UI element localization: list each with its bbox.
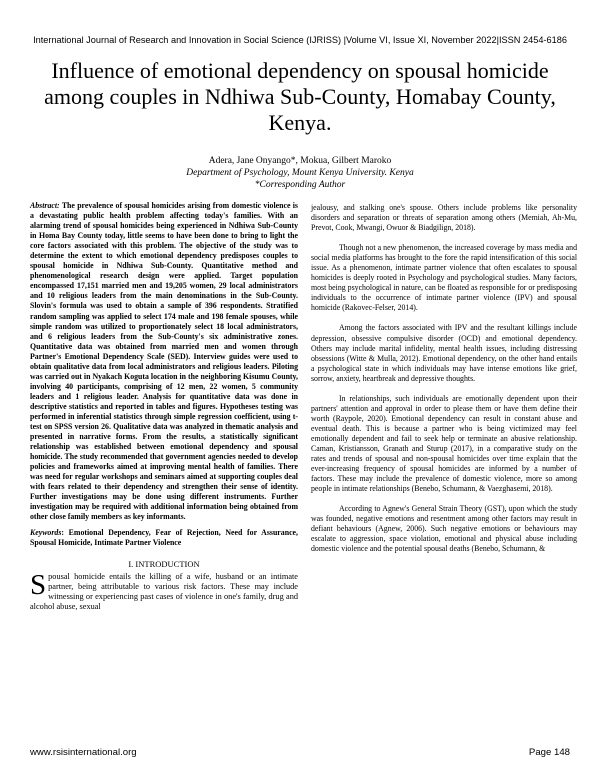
abstract [30,201,298,523]
right-column [311,203,577,564]
author-block [0,155,600,191]
author-affiliation: Department of Psychology, Mount Kenya University. Kenya [186,168,414,178]
paper-title: Influence of emotional dependency on spousal homicide among couples in Ndhiwa Sub-County, Homabay County, Kenya. [44,58,556,135]
author-names: Adera, Jane Onyango*, Mokua, Gilbert Maroko [208,156,392,166]
corresponding-author-note: *Corresponding Author [254,180,346,190]
drop-cap: S [30,568,47,601]
introduction-text: pousal homicide entails the killing of a wife, husband or an intimate partner, being attributable to various risk factors. These may include witnessing or experiencing past cases of violence in one's family, drug and alcohol abuse, sexual [30,571,298,612]
footer-website: www.rsisinternational.org [30,747,137,758]
keywords-label: Keywords [30,527,62,537]
keywords [30,528,298,548]
section-heading-introduction: I. INTRODUCTION [128,558,200,569]
body-paragraph: Though not a new phenomenon, the increased coverage by mass media and social media platforms has brought to the fore the rapid intensification of this social issue. As a phenomenon, intimate partner violence that often escalates to spousal homicides is deeply rooted in Psychology and psychological studies. Many factors, most being psychological in nature, can be floated as responsible for or predisposing individuals to the occurrence of intimate partner violence (IPV) and spousal homicide (Rakovec-Felser, 2014). [311,243,577,313]
abstract-text: The prevalence of spousal homicides arising from domestic violence is a devastating public health problem affecting today's families. With an alarming trend of spousal homicides being experienced in Ndhiwa Sub-County in Homa Bay County today, little seems to have been done to bring to light the core factors associated with this problem. The objective of the study was to determine the extent to which emotional dependency predisposes couples to spousal homicide in Ndhiwa Sub-County. Quantitative method and phenomenological research design were applied. Target population encompassed 17,151 married men and 19,205 women, 29 local administrators and 10 religious leaders from the main denominations in the Sub-County. Slovin's formula was used to obtain a sample of 396 respondents. Stratified random sampling was applied to select 174 male and 198 female spouses, while simple random was utilized to proportionately select 18 local administrators, and 6 religious leaders from the Sub-County's six administrative zones. Quantitative data was obtained from married men and women through Partner's Emotional Dependency Scale (SED). Interview guides were used to obtain qualitative data from local administrators and religious leaders. Piloting was carried out in Nyakach Koguta location in the neighboring Kisumu County, involving 40 participants, comprising of 12 men, 22 women, 5 community leaders and 1 religious leader. Analysis for quantitative data was done in descriptive statistics and reported in tables and figures. Hypotheses testing was performed in inferential statistics through simple regression coefficient, using t-test on SPSS version 26. Qualitative data was analyzed in thematic analysis and presented in narrative forms. From the results, a statistically significant relationship was established between emotional dependency and spousal homicide. The study recommended that government agencies needed to develop policies and frameworks aimed at improving mental health of families. There was need for regular workshops and seminars aimed at supporting couples deal with fears related to their dependency and strengthen their sense of identity. Further investigations may be done using different instruments. Further investigation may be required with additional information being obtained from other close family members as key informants. [30,201,298,522]
footer-page-number: Page 148 [528,747,570,758]
body-paragraph: In relationships, such individuals are emotionally dependent upon their partners' attention and approval in order to please them or have them define their worth (Raypole, 2020). Emotional dependency can result in constant abuse and eventual death. This is because a partner who is being victimized may feel emotionally dependent and fail to seek help or terminate an abusive relationship. Caman, Kristiansson, Granath and Sturup (2017), in a comparative study on the rates and trends of spousal and non-spousal homicides over time explain that the ever-increasing frequency of spousal homicides are informed by a number of factors. These may include the prevalence of domestic violence, more so among people in intimate relationships (Benebo, Schumann, & Vaezghasemi, 2018). [311,393,577,494]
body-paragraph: jealousy, and stalking one's spouse. Others include problems like personality disorders and separation or threats of separation among others (Memiah, Ah-Mu, Prevot, Cook, Mwangi, Owuor & Biadgilign, 2018). [311,203,577,233]
keywords-text: : Emotional Dependency, Fear of Rejection, Need for Assurance, Spousal Homicide, Intimate Partner Violence [30,527,298,547]
left-column [30,201,298,612]
body-paragraph: According to Agnew's General Strain Theory (GST), upon which the study was founded, negative emotions and resentment among other factors may result in defiant behaviours (Agnew, 2006). Such negative emotions or behaviours may escalate to aggression, space violation, emotional and physical abuse including domestic violence and the potential spousal deaths (Benebo, Schumann, & [311,504,577,554]
introduction-paragraph [30,568,298,613]
body-paragraph: Among the factors associated with IPV and the resultant killings include depression, obsessive compulsive disorder (OCD) and emotional dependency. Others may include marital infidelity, mental health issues, including distressing obsessions (Witte & Mulla, 2012). Emotional dependency, on the other hand entails a psychological state in which individuals may have intense emotions like grief, sorrow, anxiety, heartbreak and depressive thoughts. [311,323,577,383]
journal-header: International Journal of Research and Innovation in Social Science (IJRISS) |Volume VI, Issue XI, November 2022|ISSN 2454-6186 [33,35,567,45]
abstract-label: Abstract: [30,201,60,210]
